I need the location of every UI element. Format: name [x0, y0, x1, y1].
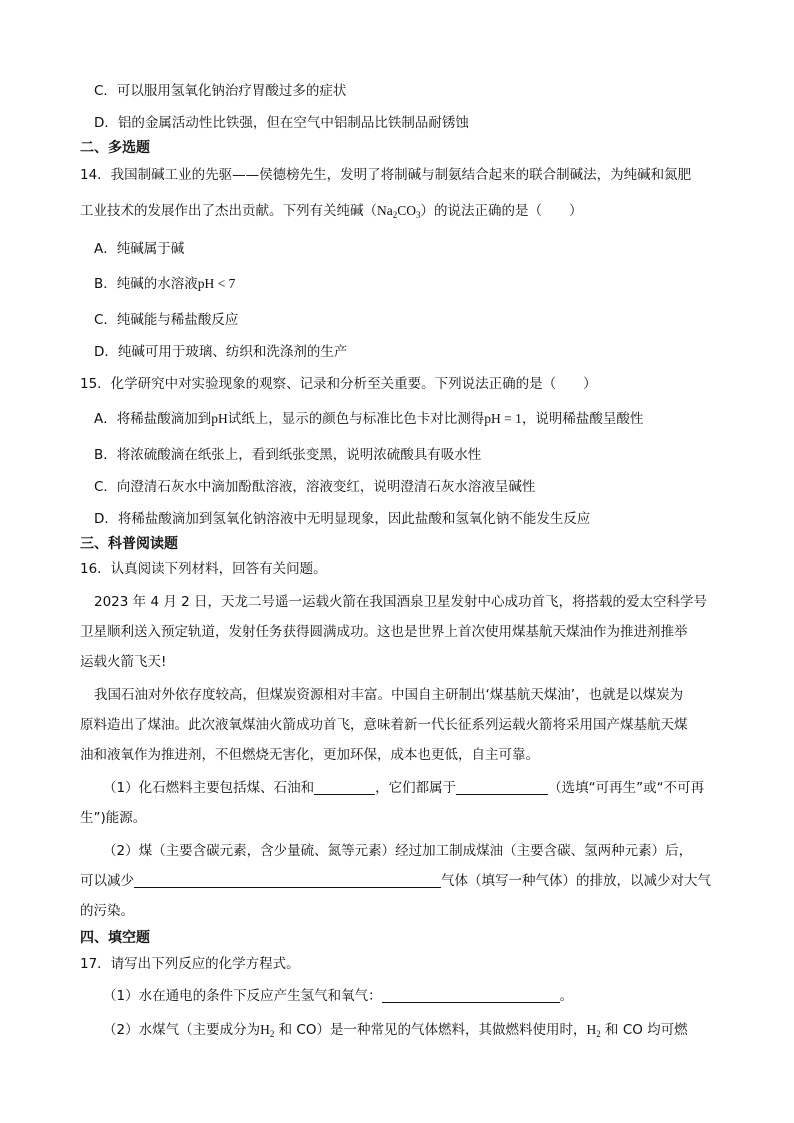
- q16-passage-p2-line3: 油和液氧作为推进剂，不但燃烧无害化，更加环保，成本也更低，自主可靠。: [80, 747, 539, 763]
- q16-passage-p2-line1: 我国石油对外依存度较高，但煤炭资源相对丰富。中国自主研制出‘煤基航天煤油’，也就是以煤炭为: [94, 687, 684, 703]
- formula-sub-2: 2: [269, 1029, 275, 1039]
- q16-sub2-line2: [80, 871, 711, 891]
- q15-stem: 15．化学研究中对实验现象的观察、记录和分析至关重要。下列说法正确的是（ ）: [80, 376, 597, 392]
- q14-stem-line2: [80, 201, 583, 225]
- q15-option-c: C．向澄清石灰水中滴加酚酞溶液，溶液变红，说明澄清石灰水溶液呈碱性: [94, 479, 536, 495]
- answer-blank-equation[interactable]: [382, 987, 560, 1003]
- answer-blank-fossil-fuel[interactable]: [314, 779, 375, 795]
- q14-option-b: [94, 274, 235, 294]
- q17-sub2-text2: 和 CO）是一种常见的气体燃料，其做燃料使用时，: [274, 1022, 587, 1038]
- q16-sub1-text3: （选填“可再生”或“不可再: [548, 780, 705, 796]
- answer-blank-gas[interactable]: [134, 872, 441, 888]
- q14-option-a: A．纯碱属于碱: [94, 241, 185, 257]
- section-heading-fill-in: 四、填空题: [80, 930, 150, 946]
- section-heading-reading: 三、科普阅读题: [80, 536, 178, 552]
- q14-option-b-text: B．纯碱的水溶液: [94, 276, 198, 292]
- formula-sub-3: 3: [416, 210, 421, 220]
- q17-sub1-end: 。: [559, 988, 574, 1004]
- q14-option-d: D．纯碱可用于玻璃、纺织和洗涤剂的生产: [94, 344, 348, 360]
- q14-stem-line1: 14．我国制碱工业的先驱——侯德榜先生，发明了将制碱与制氨结合起来的联合制碱法，为纯碱和氮肥: [80, 167, 692, 183]
- q15-option-d: D．将稀盐酸滴加到氢氧化钠溶液中无明显现象，因此盐酸和氢氧化钠不能发生反应: [94, 511, 591, 527]
- ph-label: pH: [211, 411, 228, 426]
- q13-option-d: D．铝的金属活动性比铁强，但在空气中铝制品比铁制品耐锈蚀: [94, 115, 469, 131]
- q17-stem: 17．请写出下列反应的化学方程式。: [80, 956, 300, 972]
- q17-sub2-text3: 和 CO 均可燃: [600, 1022, 688, 1038]
- q16-sub2-text2: 气体（填写一种气体）的排放，以减少对大气: [441, 873, 711, 889]
- q15-option-a: [94, 409, 643, 429]
- q16-passage-p1-line2: 卫星顺利送入预定轨道，发射任务获得圆满成功。这也是世界上首次使用煤基航天煤油作为推进剂推举: [80, 624, 688, 640]
- q16-stem: 16．认真阅读下列材料，回答有关问题。: [80, 561, 327, 577]
- q16-sub1-text1: （1）化石燃料主要包括煤、石油和: [103, 780, 315, 796]
- q15-option-a-text1: A．将稀盐酸滴加到: [94, 411, 212, 427]
- q16-passage-p1-line1: 2023 年 4 月 2 日，天龙二号遥一运载火箭在我国酒泉卫星发射中心成功首飞，将搭载的爱太空科学号: [94, 594, 707, 610]
- q17-sub1-text: （1）水在通电的条件下反应产生氢气和氧气：: [103, 988, 382, 1004]
- formula-na: Na: [377, 203, 393, 218]
- q16-sub2-text1: 可以减少: [80, 873, 134, 889]
- ph-expression: pH = 1: [484, 411, 522, 426]
- q16-subquestion-2: （2）煤（主要含碳元素，含少量硫、氮等元素）经过加工制成煤油（主要含碳、氢两种元素）后，: [103, 843, 693, 859]
- formula-sub-2: 2: [596, 1029, 601, 1039]
- q16-sub1-line2: 生”)能源。: [80, 810, 147, 826]
- q15-option-a-text2: 试纸上，显示的颜色与标准比色卡对比测得: [227, 411, 485, 427]
- formula-sub-2: 2: [392, 210, 398, 220]
- formula-h: H: [586, 1022, 597, 1037]
- q17-sub2-text1: （2）水煤气（主要成分为: [103, 1022, 261, 1038]
- section-heading-multiple-choice: 二、多选题: [80, 140, 150, 156]
- q14-stem-text: 工业技术的发展作出了杰出贡献。下列有关纯碱（: [80, 203, 377, 219]
- q13-option-c: C．可以服用氢氧化钠治疗胃酸过多的症状: [94, 83, 347, 99]
- q16-passage-p2-line2: 原料造出了煤油。此次液氧煤油火箭成功首飞，意味着新一代长征系列运载火箭将采用国产煤基航天煤: [80, 717, 688, 733]
- q14-option-c: C．纯碱能与稀盐酸反应: [94, 312, 239, 328]
- q16-subquestion-1: [103, 778, 704, 798]
- q17-subquestion-2: [103, 1020, 688, 1044]
- answer-blank-energy-type[interactable]: [456, 779, 548, 795]
- q16-passage-p1-line3: 运载火箭飞天!: [80, 654, 167, 670]
- formula-co: CO: [397, 203, 417, 218]
- q16-sub2-line3: 的污染。: [80, 903, 134, 919]
- q15-option-a-text3: ，说明稀盐酸呈酸性: [521, 411, 644, 427]
- q17-subquestion-1: [103, 986, 573, 1006]
- q16-sub1-text2: ，它们都属于: [375, 780, 457, 796]
- q15-option-b: B．将浓硫酸滴在纸张上，看到纸张变黑，说明浓硫酸具有吸水性: [94, 447, 482, 463]
- formula-h: H: [260, 1022, 270, 1037]
- ph-expression: pH < 7: [197, 276, 236, 291]
- q14-stem-end: ）的说法正确的是（ ）: [420, 203, 583, 219]
